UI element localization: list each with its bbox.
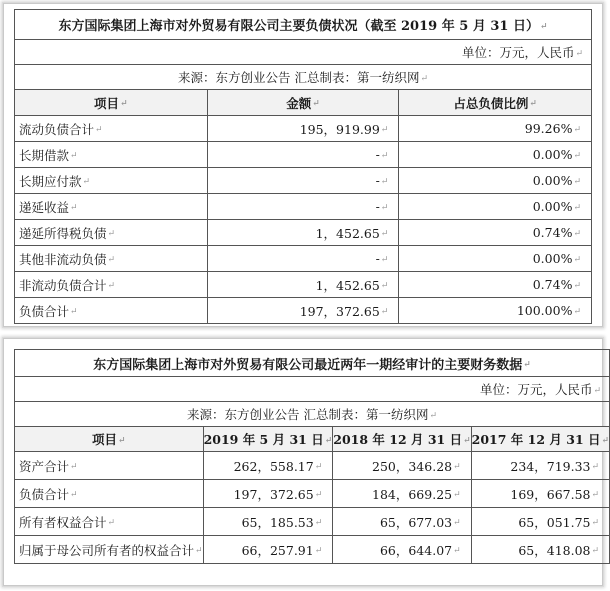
row-ratio: 0.74%↵ bbox=[399, 220, 592, 246]
row-ratio: 0.74%↵ bbox=[399, 272, 592, 298]
financial-table-unit: 单位：万元，人民币↵ bbox=[15, 377, 610, 402]
table-row bbox=[15, 220, 592, 246]
row-ratio: 100.00%↵ bbox=[399, 298, 592, 324]
header-ratio: 占总负债比例↵ bbox=[399, 90, 592, 116]
header-item: 项目↵ bbox=[15, 90, 208, 116]
row-amount: -↵ bbox=[207, 142, 399, 168]
liabilities-table bbox=[14, 9, 592, 324]
header-amount: 金额↵ bbox=[207, 90, 399, 116]
row-2019: 65，185.53↵ bbox=[203, 508, 333, 536]
financial-table-source: 来源：东方创业公告 汇总制表：第一纺织网↵ bbox=[15, 402, 610, 427]
financial-table-title: 东方国际集团上海市对外贸易有限公司最近两年一期经审计的主要财务数据↵ bbox=[15, 350, 610, 377]
row-2017: 234，719.33↵ bbox=[471, 452, 609, 480]
row-item: 长期借款↵ bbox=[15, 142, 208, 168]
row-amount: 1，452.65↵ bbox=[207, 220, 399, 246]
table-row bbox=[15, 246, 592, 272]
liabilities-table-source: 来源：东方创业公告 汇总制表：第一纺织网↵ bbox=[15, 65, 592, 90]
row-amount: -↵ bbox=[207, 194, 399, 220]
row-2018: 184，669.25↵ bbox=[333, 480, 471, 508]
row-item: 非流动负债合计↵ bbox=[15, 272, 208, 298]
header-2017: 2017 年 12 月 31 日↵ bbox=[471, 427, 609, 452]
table-row bbox=[15, 194, 592, 220]
header-2019: 2019 年 5 月 31 日↵ bbox=[203, 427, 333, 452]
row-ratio: 0.00%↵ bbox=[399, 168, 592, 194]
row-amount: 1，452.65↵ bbox=[207, 272, 399, 298]
liabilities-table-unit: 单位：万元，人民币↵ bbox=[15, 40, 592, 65]
row-item: 负债合计↵ bbox=[15, 480, 204, 508]
header-item: 项目↵ bbox=[15, 427, 204, 452]
table-row bbox=[15, 272, 592, 298]
liabilities-table-title: 东方国际集团上海市对外贸易有限公司主要负债状况（截至 2019 年 5 月 31 日）↵ bbox=[15, 10, 592, 40]
table-row bbox=[15, 452, 610, 480]
row-2017: 65，418.08↵ bbox=[471, 536, 609, 564]
row-item: 资产合计↵ bbox=[15, 452, 204, 480]
row-amount: -↵ bbox=[207, 246, 399, 272]
table-header-row bbox=[15, 90, 592, 116]
row-item: 递延所得税负债↵ bbox=[15, 220, 208, 246]
table-header-row bbox=[15, 427, 610, 452]
row-amount: 197，372.65↵ bbox=[207, 298, 399, 324]
row-item: 其他非流动负债↵ bbox=[15, 246, 208, 272]
table-row bbox=[15, 298, 592, 324]
table-row bbox=[15, 480, 610, 508]
row-item: 负债合计↵ bbox=[15, 298, 208, 324]
row-item: 流动负债合计↵ bbox=[15, 116, 208, 142]
row-ratio: 0.00%↵ bbox=[399, 194, 592, 220]
row-2019: 66，257.91↵ bbox=[203, 536, 333, 564]
row-2019: 197，372.65↵ bbox=[203, 480, 333, 508]
header-2018: 2018 年 12 月 31 日↵ bbox=[333, 427, 471, 452]
row-2018: 65，677.03↵ bbox=[333, 508, 471, 536]
row-item: 递延收益↵ bbox=[15, 194, 208, 220]
row-2017: 65，051.75↵ bbox=[471, 508, 609, 536]
row-amount: -↵ bbox=[207, 168, 399, 194]
row-2017: 169，667.58↵ bbox=[471, 480, 609, 508]
row-item: 归属于母公司所有者的权益合计↵ bbox=[15, 536, 204, 564]
liabilities-table-frame bbox=[3, 3, 603, 327]
row-2019: 262，558.17↵ bbox=[203, 452, 333, 480]
row-2018: 250，346.28↵ bbox=[333, 452, 471, 480]
table-row bbox=[15, 508, 610, 536]
table-row bbox=[15, 168, 592, 194]
table-row bbox=[15, 536, 610, 564]
row-2018: 66，644.07↵ bbox=[333, 536, 471, 564]
row-amount: 195，919.99↵ bbox=[207, 116, 399, 142]
financial-data-table-frame bbox=[3, 338, 610, 586]
row-ratio: 0.00%↵ bbox=[399, 142, 592, 168]
row-item: 所有者权益合计↵ bbox=[15, 508, 204, 536]
table-row bbox=[15, 142, 592, 168]
row-ratio: 99.26%↵ bbox=[399, 116, 592, 142]
row-ratio: 0.00%↵ bbox=[399, 246, 592, 272]
row-item: 长期应付款↵ bbox=[15, 168, 208, 194]
financial-data-table bbox=[14, 349, 610, 564]
table-row bbox=[15, 116, 592, 142]
